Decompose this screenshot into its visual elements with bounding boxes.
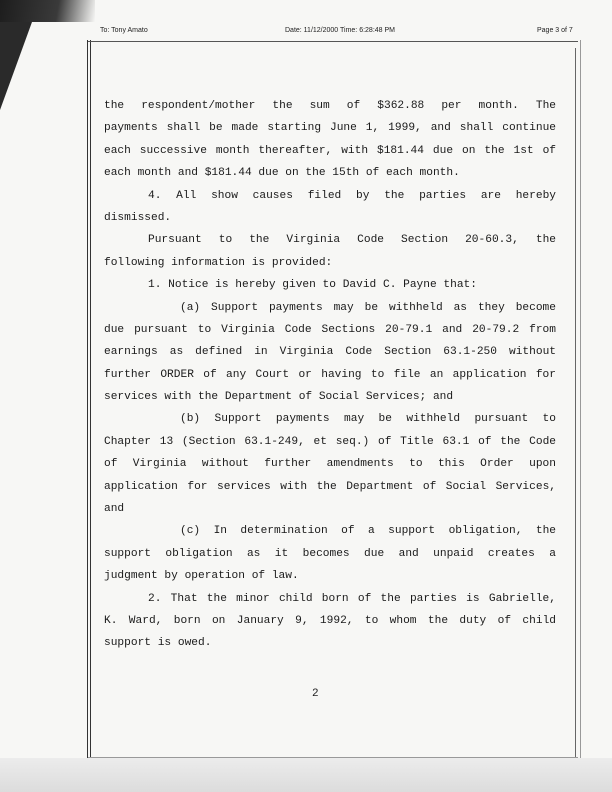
document-line: Pursuant to the Virginia Code Section 20-60.3, the <box>148 234 556 247</box>
document-line: (c) In determination of a support obligation, the <box>180 525 556 538</box>
document-line: earnings as defined in Virginia Code Section 63.1-250 without <box>104 346 556 359</box>
document-line: further ORDER of any Court or having to file an application for <box>104 368 556 381</box>
document-line: application for services with the Department of Social Services, <box>104 480 556 493</box>
document-line: 1. Notice is hereby given to David C. Payne that: <box>148 279 477 292</box>
fax-date-time: Date: 11/12/2000 Time: 6:28:48 PM <box>285 27 395 34</box>
right-edge-line <box>580 40 581 760</box>
left-border-line-inner <box>90 40 91 792</box>
document-line: judgment by operation of law. <box>104 570 299 583</box>
page-number: 2 <box>312 688 319 700</box>
document-line: 4. All show causes filed by the parties are hereby <box>148 189 556 202</box>
document-body <box>104 95 556 655</box>
document-line: each successive month thereafter, with $181.44 due on the 1st of <box>104 144 556 157</box>
fax-page-count: Page 3 of 7 <box>537 27 573 34</box>
document-line: each month and $181.44 due on the 15th of each month. <box>104 167 460 180</box>
top-rule <box>88 41 578 42</box>
document-line: payments shall be made starting June 1, 1999, and shall continue <box>104 122 556 135</box>
document-line: support is owed. <box>104 637 212 650</box>
document-line: support obligation as it becomes due and unpaid creates a <box>104 547 556 560</box>
scan-bottom-edge <box>0 758 612 792</box>
document-line: the respondent/mother the sum of $362.88 per month. The <box>104 100 556 112</box>
fax-recipient: To: Tony Amato <box>100 27 148 34</box>
document-line: (a) Support payments may be withheld as they become <box>180 301 556 314</box>
document-line: K. Ward, born on January 9, 1992, to whom the duty of child <box>104 614 556 627</box>
fax-header <box>0 27 612 39</box>
left-border-line <box>87 40 88 792</box>
document-line: (b) Support payments may be withheld pursuant to <box>180 413 556 426</box>
document-line: Chapter 13 (Section 63.1-249, et seq.) of Title 63.1 of the Code <box>104 435 556 448</box>
document-line: 2. That the minor child born of the parties is Gabrielle, <box>148 592 556 605</box>
document-line: due pursuant to Virginia Code Sections 20-79.1 and 20-79.2 from <box>104 323 556 336</box>
document-line: of Virginia without further amendments to this Order upon <box>104 458 556 471</box>
scan-shadow-top <box>0 0 95 22</box>
right-border-line <box>575 48 576 760</box>
document-line: following information is provided: <box>104 256 333 269</box>
document-line: dismissed. <box>104 211 172 224</box>
document-line: and <box>104 503 125 516</box>
document-line: services with the Department of Social Services; and <box>104 391 454 404</box>
